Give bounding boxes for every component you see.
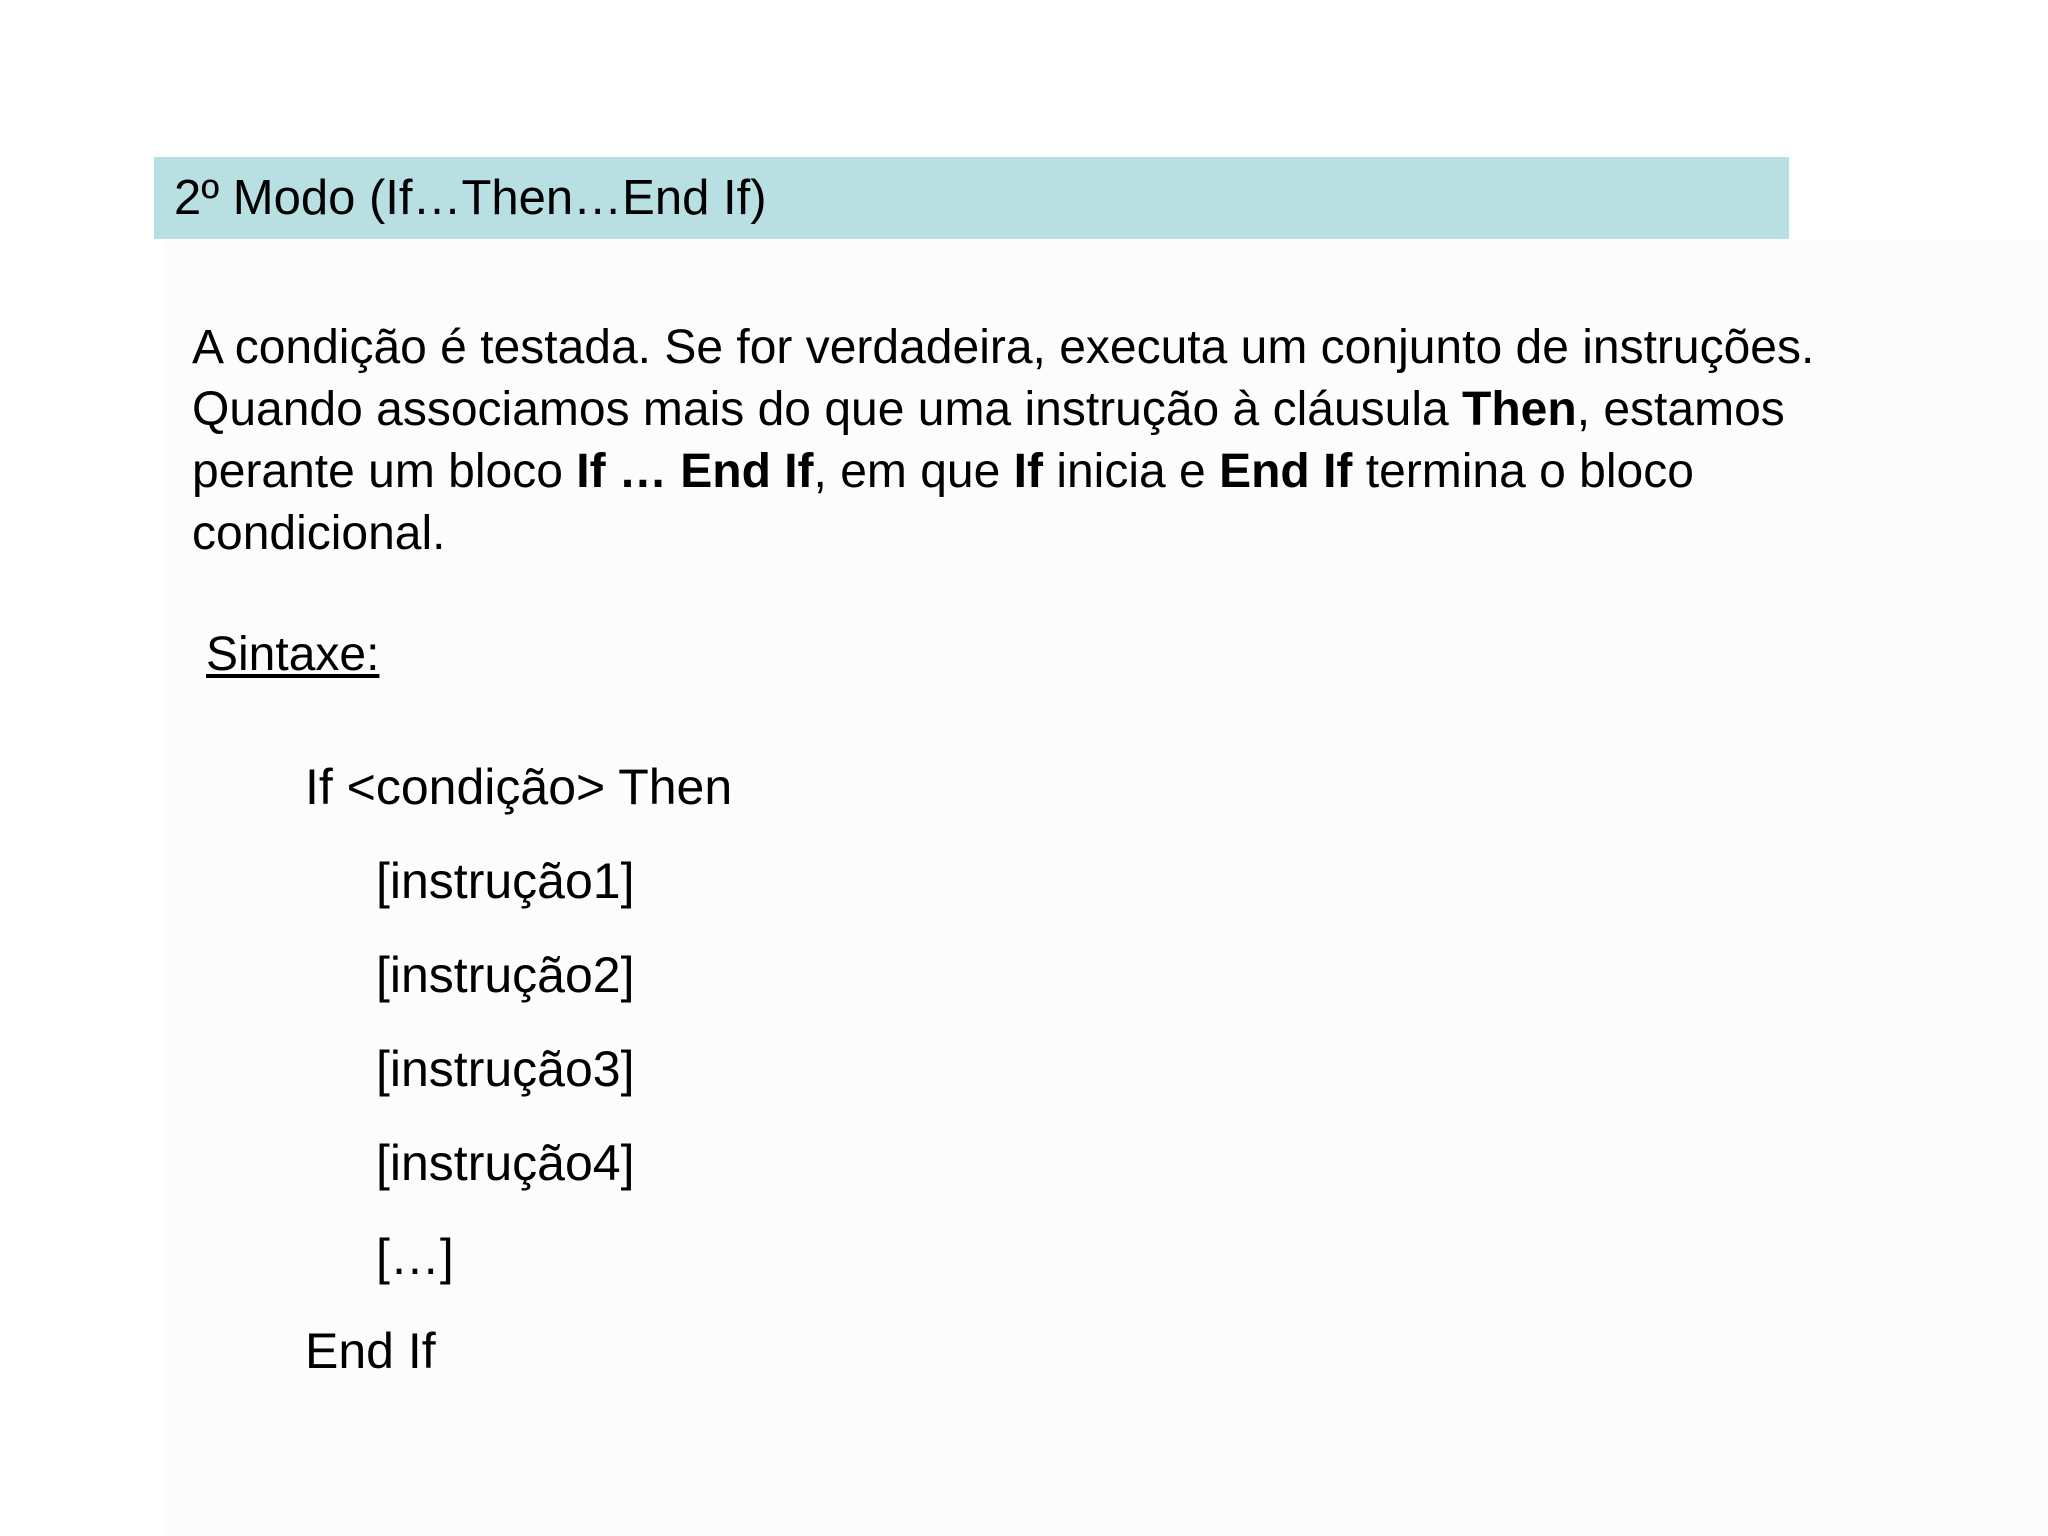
syntax-close-line: End If — [305, 1323, 436, 1379]
desc-bold-then: Then — [1462, 383, 1577, 436]
syntax-instruction-3: [instrução3] — [376, 1041, 635, 1097]
slide-title: 2º Modo (If…Then…End If) — [174, 171, 767, 225]
syntax-label: Sintaxe: — [206, 628, 380, 681]
title-bar — [154, 157, 1789, 239]
desc-part: A condição é testada. Se for verdadeira, executa um conjunto de instruções. Quando associamos mais do que uma instrução à cláusula — [192, 321, 1815, 436]
desc-part: , em que — [813, 445, 1014, 498]
syntax-instruction-4: [instrução4] — [376, 1135, 635, 1191]
syntax-instruction-1: [instrução1] — [376, 853, 635, 909]
syntax-instruction-ellipsis: […] — [376, 1229, 454, 1285]
desc-part: termina o bloco condicional. — [192, 445, 1694, 560]
description-paragraph — [192, 317, 1832, 565]
desc-part: , estamos perante um bloco — [192, 383, 1785, 498]
desc-bold-if: If — [1013, 445, 1043, 498]
syntax-instruction-2: [instrução2] — [376, 947, 635, 1003]
desc-bold-if-end-if: If … End If — [576, 445, 814, 498]
desc-part: inicia e — [1042, 445, 1220, 498]
desc-bold-end-if: End If — [1219, 445, 1353, 498]
syntax-open-line: If <condição> Then — [305, 759, 733, 815]
